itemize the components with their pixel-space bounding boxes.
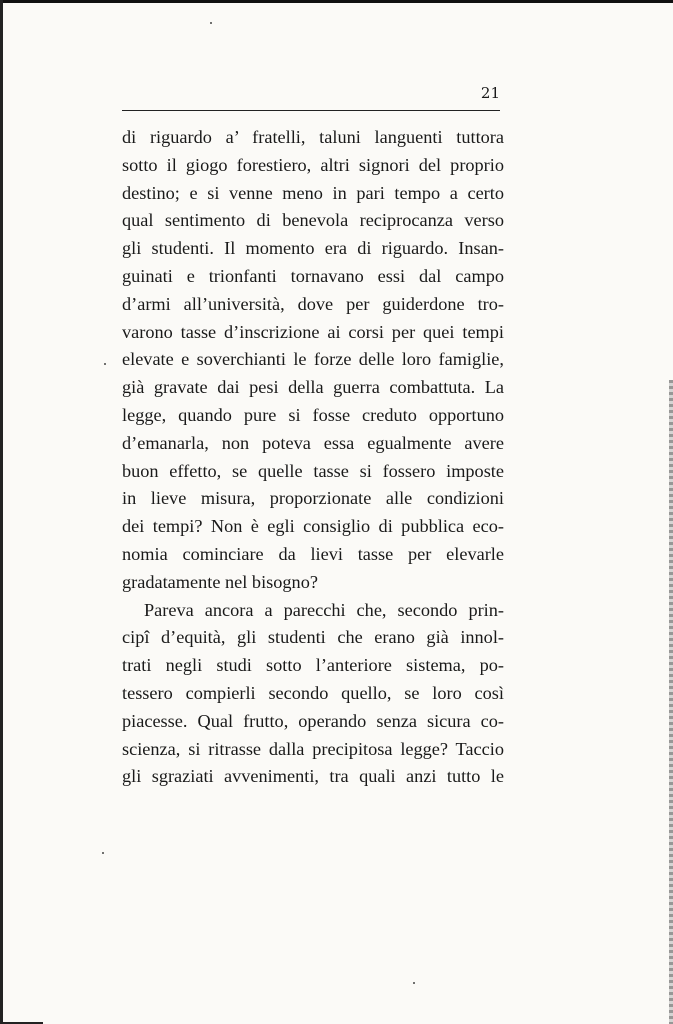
- text-line: Pareva ancora a parecchi che, secondo prin-: [144, 599, 504, 620]
- paper-speck: [413, 982, 415, 984]
- paper-speck: [102, 852, 104, 854]
- paragraph: [122, 597, 504, 792]
- text-line: sotto il giogo forestiero, altri signori del proprio: [122, 154, 504, 175]
- paragraph: [122, 124, 504, 597]
- page-number: 21: [480, 84, 500, 102]
- text-line: nomia cominciare da lievi tasse per elevarle: [122, 543, 504, 564]
- text-line: varono tasse d’inscrizione ai corsi per quei tempi: [122, 321, 504, 342]
- text-line: legge, quando pure si fosse creduto opportuno: [122, 404, 504, 425]
- text-line: cipî d’equità, gli studenti che erano già innol-: [122, 627, 504, 648]
- text-line: guinati e trionfanti tornavano essi dal campo: [122, 265, 504, 286]
- page-edge-top: [0, 0, 673, 3]
- text-line: tessero compierli secondo quello, se loro così: [122, 682, 504, 703]
- text-line: piacesse. Qual frutto, operando senza sicura co-: [122, 710, 504, 731]
- page-edge-right: [669, 380, 673, 1024]
- text-line: buon effetto, se quelle tasse si fossero imposte: [122, 460, 504, 481]
- paper-speck: [210, 22, 212, 24]
- paper-speck: [104, 363, 106, 365]
- text-line: gradatamente nel bisogno?: [122, 571, 318, 592]
- text-line: dei tempi? Non è egli consiglio di pubblica eco-: [122, 516, 504, 537]
- header-rule: [122, 110, 500, 111]
- text-line: già gravate dai pesi della guerra combattuta. La: [122, 377, 504, 398]
- text-line: di riguardo a’ fratelli, taluni languenti tuttora: [122, 127, 504, 147]
- text-line: trati negli studi sotto l’anteriore sistema, po-: [122, 655, 504, 676]
- text-line: in lieve misura, proporzionate alle condizioni: [122, 488, 504, 509]
- page-edge-left: [0, 0, 3, 1024]
- text-line: qual sentimento di benevola reciprocanza verso: [122, 210, 504, 231]
- text-line: d’armi all’università, dove per guiderdone tro-: [122, 293, 504, 314]
- text-line: gli sgraziati avvenimenti, tra quali anzi tutto le: [122, 766, 504, 787]
- text-line: gli studenti. Il momento era di riguardo. Insan-: [122, 238, 504, 259]
- text-line: scienza, si ritrasse dalla precipitosa legge? Taccio: [122, 738, 504, 759]
- page-header: [122, 84, 500, 114]
- text-line: elevate e soverchianti le forze delle loro famiglie,: [122, 349, 504, 370]
- body-text: [122, 124, 504, 791]
- text-line: destino; e si venne meno in pari tempo a certo: [122, 182, 504, 203]
- text-line: d’emanarla, non poteva essa egualmente avere: [122, 432, 504, 453]
